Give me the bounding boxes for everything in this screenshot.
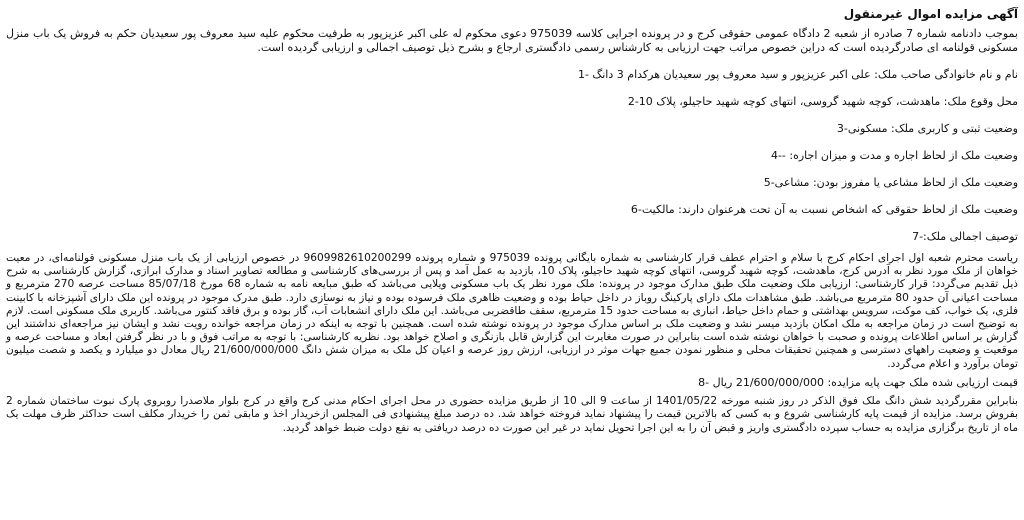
item-summary-heading: توصیف اجمالی ملک:-7	[912, 230, 1018, 243]
item-location: محل وقوع ملک: ماهدشت، کوچه شهید گروسی، انتهای کوچه شهید حاجیلو، پلاک 10-2	[627, 95, 1018, 108]
item-owner: نام و نام خانوادگی صاحب ملک: علی اکبر عزیزپور و سید معروف پور سعیدیان هرکدام 3 دانگ -1	[577, 68, 1018, 81]
item-registration-status: وضعیت ثبتی و کاربری ملک: مسکونی-3	[836, 122, 1018, 135]
auction-terms: بنابراین مقررگردید شش دانگ ملک فوق الذکر در روز شنبه مورخه 1401/05/22 از ساعت 9 الی 10 از طریق مزایده حضوری در محل اجرای احکام مدنی کرج واقع در کرج بلوار ملاصدرا روبروی پارک نبوت ساختمان شماره 2 بفروش برسد. مزایده از قیمت پایه کارشناسی شروع و به کسی که بالاترین قیمت را پیشنهاد نماید فروخته خواهد شد. ده درصد مبلغ پیشنهادی فی المجلس ازخریدار اخذ و مابقی ثمن را خریدار مکلف است حداکثر ظرف مهلت یک ماه از تاریخ برگزاری مزایده به حساب سپرده دادگستری واریز و قبض آن را به این اجرا تحویل نماید در غیر این صورت ده درصد دریافتی به نفع دولت ضبط خواهد گردید.	[6, 394, 1018, 434]
notice-intro: بموجب دادنامه شماره 7 صادره از شعبه 2 دادگاه عمومی حقوقی کرج و در پرونده اجرایی کلاسه 975039 دعوی محکوم له علی اکبر عزیزپور به طرفیت محکوم علیه سید معروف پور سعیدیان حکم به فروش یک باب منزل مسکونی قولنامه ای صادرگردیده است که دراین خصوص مراتب جهت ارزیابی به کارشناس رسمی دادگستری ارجاع و بشرح ذیل توصیف اجمالی و ارزیابی گردیده است.	[6, 27, 1018, 54]
item-legal-rights: وضعیت ملک از لحاظ حقوقی که اشخاص نسبت به آن تحت هرعنوان دارند: مالکیت-6	[630, 203, 1018, 216]
item-ownership-share: وضعیت ملک از لحاظ مشاعی یا مفروز بودن: مشاعی-5	[763, 176, 1018, 189]
auction-notice	[6, 6, 1018, 516]
item-lease-status: وضعیت ملک از لحاظ اجاره و مدت و میزان اجاره: --4	[770, 149, 1018, 162]
expert-report: ریاست محترم شعبه اول اجرای احکام کرج با سلام و احترام عطف قرار کارشناسی به شماره بایگانی پرونده 975039 و شماره پرونده 9609982610200299 در خصوص ارزیابی از یک باب منزل مسکونی قولنامه‌ای، در معیت خواهان از ملک مورد نظر به آدرس کرج، ماهدشت، کوچه شهید گروسی، انتهای کوچه شهید حاجیلو، پلاک 10، بازدید به عمل آمد و پس از بررسی‌های کارشناسی و مطالعه تصاویر اسناد و مدارک ابرازی، گزارش کارشناسی به شرح ذیل تقدیم می‌گردد: قرار کارشناسی: ارزیابی ملک وضعیت ملک طبق مدارک موجود در پرونده: ملک مورد نظر یک باب مسکونی ویلایی می‌باشد که طبق مبایعه نامه به شماره 68 مورخ 85/07/18 مساحت عرصه 270 مترمربع و مساحت اعیانی آن حدود 80 مترمربع می‌باشد. طبق مشاهدات ملک دارای پارکینگ روباز در داخل حیاط بوده و وضعیت ظاهری ملک فرسوده بوده و نیاز به نوسازی دارد. طبق مدرک موجود در پرونده این ملک دارای آشپزخانه با کابینت فلزی، یک خواب، کف موکت، سرویس بهداشتی و حمام داخل حیاط، انباری به مساحت حدود 15 مترمربع، سقف طاقضربی می‌باشد. این ملک دارای انشعابات آب، گاز بوده و برق فاقد کنتور می‌باشد. کاربری ملک مسکونی است. لازم به توضیح است در زمان مراجعه به ملک امکان بازدید میسر نشد و وضعیت ملک بر اساس مدارک موجود در پرونده نوشته شده است. همچنین با توجه به اینکه در زمان مراجعه خوانده رویت نشد و ایشان نیز مراجعه‌ای نداشتند این گزارش بر اساس اطلاعات پرونده و صحبت با خواهان نوشته شده است بنابراین در صورت مغایرت این گزارش قابل بازنگری و اصلاح خواهد بود. نظریه کارشناسی: با توجه به مراتب فوق و با در نظر گرفتن ابعاد و مساحت عرصه و موقعیت و وضعیت راههای دسترسی و همچنین تحقیقات محلی و منظور نمودن جمیع جهات موثر در ارزیابی، ارزش روز عرصه و اعیان کل ملک به میزان شش دانگ 21/600/000/000 ریال معادل دو میلیارد و یکصد و شصت میلیون تومان برآورد و اعلام می‌گردد.	[6, 252, 1019, 370]
notice-title: آگهی مزایده اموال غیرمنقول	[843, 7, 1018, 21]
base-price: قیمت ارزیابی شده ملک جهت پایه مزایده: 21/600/000/000 ریال -8	[698, 375, 1018, 389]
